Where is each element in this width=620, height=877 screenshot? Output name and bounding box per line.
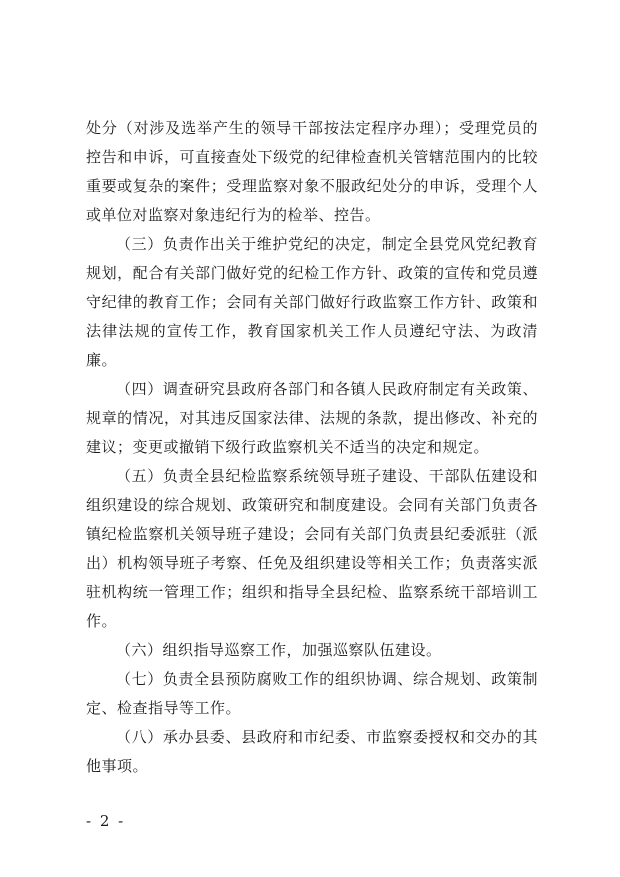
paragraph-item-3: （三）负责作出关于维护党纪的决定，制定全县党风党纪教育规划，配合有关部门做好党的纪检工作方针、政策的宣传和党员遵守纪律的教育工作；会同有关部门做好行政监察工作方针、政策和法律法规的宣传工作，教育国家机关工作人员遵纪守法、为政清廉。	[86, 235, 538, 369]
page-number: - 2 -	[86, 812, 126, 830]
paragraph-item-4: （四）调查研究县政府各部门和各镇人民政府制定有关政策、规章的情况，对其违反国家法律、法规的条款，提出修改、补充的建议；变更或撤销下级行政监察机关不适当的决定和规定。	[86, 380, 538, 456]
paragraph-item-5: （五）负责全县纪检监察系统领导班子建设、干部队伍建设和组织建设的综合规划、政策研究和制度建设。会同有关部门负责各镇纪检监察机关领导班子建设；会同有关部门负责县纪委派驻（派出）机构领导班子考察、任免及组织建设等相关工作；负责落实派驻机构统一管理工作；组织和指导全县纪检、监察系统干部培训工作。	[86, 467, 538, 630]
paragraph-item-7: （七）负责全县预防腐败工作的组织协调、综合规划、政策制定、检查指导等工作。	[86, 670, 538, 717]
paragraph-item-8: （八）承办县委、县政府和市纪委、市监察委授权和交办的其他事项。	[86, 728, 538, 775]
paragraph-item-6: （六）组织指导巡察工作，加强巡察队伍建设。	[116, 641, 442, 659]
paragraph-continuation: 处分（对涉及选举产生的领导干部按法定程序办理）；受理党员的控告和申诉，可直接查处下级党的纪律检查机关管辖范围内的比较重要或复杂的案件；受理监察对象不服政纪处分的申诉，受理个人或单位对监察对象违纪行为的检举、控告。	[86, 119, 538, 224]
document-body	[86, 114, 538, 781]
